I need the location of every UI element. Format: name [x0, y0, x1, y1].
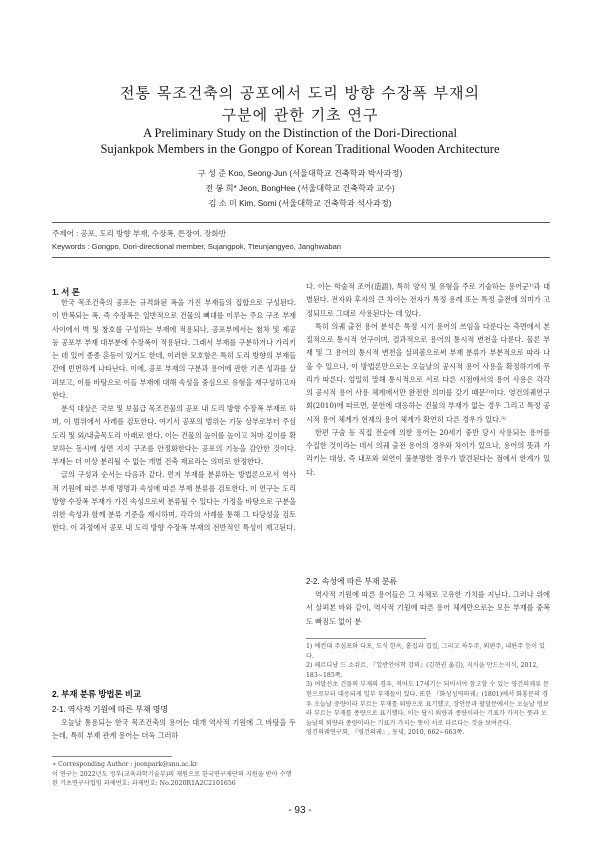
page-number: - 93 -: [288, 805, 312, 816]
paragraph: 특히 의궤 출전 용어 분석은 특정 시기 용어의 쓰임을 다룬다는 측면에서 본질적으로 통시적 연구이며, 결과적으로 용어의 통시적 변천을 다룬다. 물론 부재 및 그 용어의 통시적 변천을 살펴봄으로써 부재 분류가 부분적으로 따라 나올 수 있으나, 이 방법론만으로는 오늘날의 공시적 용어 사용을 확정하기에 무리가 따른다. 엄밀히 말해 통시적으로 서로 다른 시점에서의 용어 사용은 각각의 공시적 용어 사용 체계에서만 완전한 의미를 갖기 때문²⁾이다. 영건의궤연구회(2010)에 따르면, 문헌에 대응하는 건물의 부재가 없는 경우 그리고 특정 공시적 용어 체계가 현재의 용어 체계가 확연히 다른 경우가 있다.³⁾: [306, 321, 550, 424]
keywords-korean: 주제어 : 공포, 도리 방향 부재, 수장폭, 튼장여, 장화반: [52, 229, 227, 238]
author-2: 전 봉 희* Jeon, BongHee (서울대학교 건축학과 교수): [205, 184, 395, 193]
footnote-1: 1) 예컨대 주심포와 다포, 도식 한옥, 홑집과 겹집, 그리고 차두주, 외편주, 내편주 등이 있다.: [306, 643, 545, 660]
footnote-rule-left: [52, 756, 172, 757]
footnote-3-reference: 영건의궤연구회, 『영건의궤』, 동녘, 2010, 662~663쪽.: [306, 729, 465, 737]
section-heading-method: 2. 부재 분류 방법론 비교: [52, 689, 142, 699]
paragraph: 오늘날 통용되는 한국 목조건축의 용어는 대개 역사적 기원에 그 바탕을 두는데, 특히 부재 관계 용어는 더욱 그러하: [52, 718, 296, 741]
paragraph: 다. 이는 학술적 조어(造語), 특히 양식 및 유형을 주로 기술하는 용어군¹⁾과 대별된다. 전자와 후자의 큰 차이는 전자가 특정 용례 또는 특정 출전에 의미가 고정되므로 그대로 사용된다는 데 있다.: [306, 282, 550, 318]
introduction-body: [52, 296, 296, 535]
paragraph: 글의 구성과 순서는 다음과 같다. 먼저 부재를 분류하는 방법론으로서 역사적 기원에 따른 부재 명명과 속성에 따른 부재 분류를 검토한다. 이 연구는 도리 방향 수장폭 부재가 가진 속성으로써 분류될 수 있다는 가정을 바탕으로 구분을 위한 속성과 함께 분류 기준을 제시하며, 각각의 사례를 통해 그 타당성을 검토한다. 이 과정에서 공포 내 도리 방향 수장폭 부재의 전반적인 특성이 재고된다.: [52, 470, 296, 533]
right-column-body: [306, 280, 550, 479]
keyword-top-rule: [52, 222, 550, 223]
corresponding-author: ∗ Corresponding Author : jeonpark@snu.ac.kr: [52, 761, 198, 768]
subsection-heading-origin: 2-1. 역사적 기원에 따른 부재 명명: [52, 705, 169, 714]
footnotes: [306, 642, 550, 738]
attribute-body: [306, 588, 550, 628]
keyword-bottom-rule: [52, 257, 550, 258]
footnote-3: 3) 여말선초 건물의 부재의 경우, 적어도 17세기는 되어서야 참고할 수 있는 영건의궤류 문헌으로부터 대응되게 일부 부재들이 있다. 또한 『화성성역의궤』(1801)에서 화홍문의 경우 오늘날 중량이라 부르는 부재를 퇴량으로 표기했고, 장안문과 팔달문에서는 오늘날 멍보라 부르는 부재를 종량으로 표기했다. 이는 당시 퇴량과 종량이라는 기표가 가지는 뜻과 오늘날의 퇴량과 종량이라는 기표가 가지는 뜻이 서로 다르다는 것을 보여준다.: [306, 681, 550, 727]
paragraph: 한국 목조건축의 공포는 규격화된 폭을 가진 부재들의 집합으로 구성된다. 이 반복되는 폭, 즉 수장폭은 일반적으로 건물의 뼈대를 이루는 주요 구조 부재 사이에서 벽 및 창호를 구성하는 부재에 적용되나, 공포부에서는 첨차 및 제공 등 공포부 부재 대부분에 수장폭이 적용된다. 그래서 부재를 구분하거나 가리키는 데 있어 종종 혼동이 있거도 한데, 이러한 모호함은 특히 도리 방향의 부재들 간에 빈번하게 나타난다. 이에, 공포 부재의 구분과 용어에 관한 기존 성과를 살펴보고, 이를 바탕으로 이들 부재에 대해 속성을 중심으로 유형을 재구성하고자 한다.: [52, 298, 296, 400]
subsection-heading-attribute: 2-2. 속성에 따른 부재 분류: [306, 577, 397, 586]
corresponding-footnote: [52, 760, 296, 789]
keywords-english: Keywords : Gongpo, Dori-directional member, Sujangpok, Tteunjangyeo, Janghwaban: [52, 242, 342, 251]
footnote-rule-right: [306, 638, 426, 639]
title-korean-line1: 전통 목조건축의 공포에서 도리 방향 수장폭 부재의: [120, 84, 480, 102]
paragraph: 역사적 기원에 따른 용어들은 그 자체로 고유한 가치를 지닌다. 그러나 위에서 살펴본 바와 같이, 역사적 기원에 따른 용어 체계만으로는 모든 부재를 중복도 빠짐도 없이 분: [306, 590, 550, 626]
paragraph: 한편 구술 등 직접 전승에 의한 용어는 20세기 중반 당시 사용되는 용어를 수집한 것이라는 데서 의궤 출전 용어의 경우와 차이가 있으나, 용어의 뜻과 가리키는 대상, 즉 내포와 외연이 불분명한 경우가 발견된다는 점에서 한계가 있다.: [306, 427, 550, 477]
footnote-2: 2) 페르디낭 드 소쉬르, 『일반언어학 강의』(김현권 옮김), 지식을 만드는지식, 2012, 183~185쪽.: [306, 662, 539, 679]
title-english-line2: Sujankpok Members in the Gongpo of Korean Traditional Wooden Architecture: [100, 142, 500, 156]
grant-note: 이 연구는 2022년도 정부(교육과학기술부)의 재원으로 한국연구재단의 지원을 받아 수행된 기초연구사업임 과제번호: 과제번호: No.2020R1A2C2101656: [52, 770, 292, 788]
section-heading-introduction: 1. 서 론: [52, 287, 80, 297]
author-3: 김 소 미 Kim, Somi (서울대학교 건축학과 석사과정): [208, 199, 392, 208]
title-korean-line2: 구분에 관한 기초 연구: [221, 106, 379, 124]
title-english-line1: A Preliminary Study on the Distinction of the Dori-Directional: [143, 126, 457, 140]
paragraph: 분석 대상은 국보 및 보물급 목조건물의 공포 내 도리 방향 수장폭 부재로 하며, 이 범위에서 사례를 검토한다. 여기서 공포의 범위는 기둥 상부로부터 주심도리 및 외/내출목도리 아래로 한다. 이는 건물의 높이를 높이고 처마 깊이를 확보하는 동시에 상면 지지 구조를 안정화한다는 공포의 기능을 감안한 것이다. 부재는 더 이상 분리될 수 없는 개별 건축 재료라는 의미로 한정한다.: [52, 404, 296, 466]
author-1: 구 성 준 Koo, Seong-Jun (서울대학교 건축학과 박사과정): [197, 169, 403, 178]
origin-body: [52, 716, 296, 743]
